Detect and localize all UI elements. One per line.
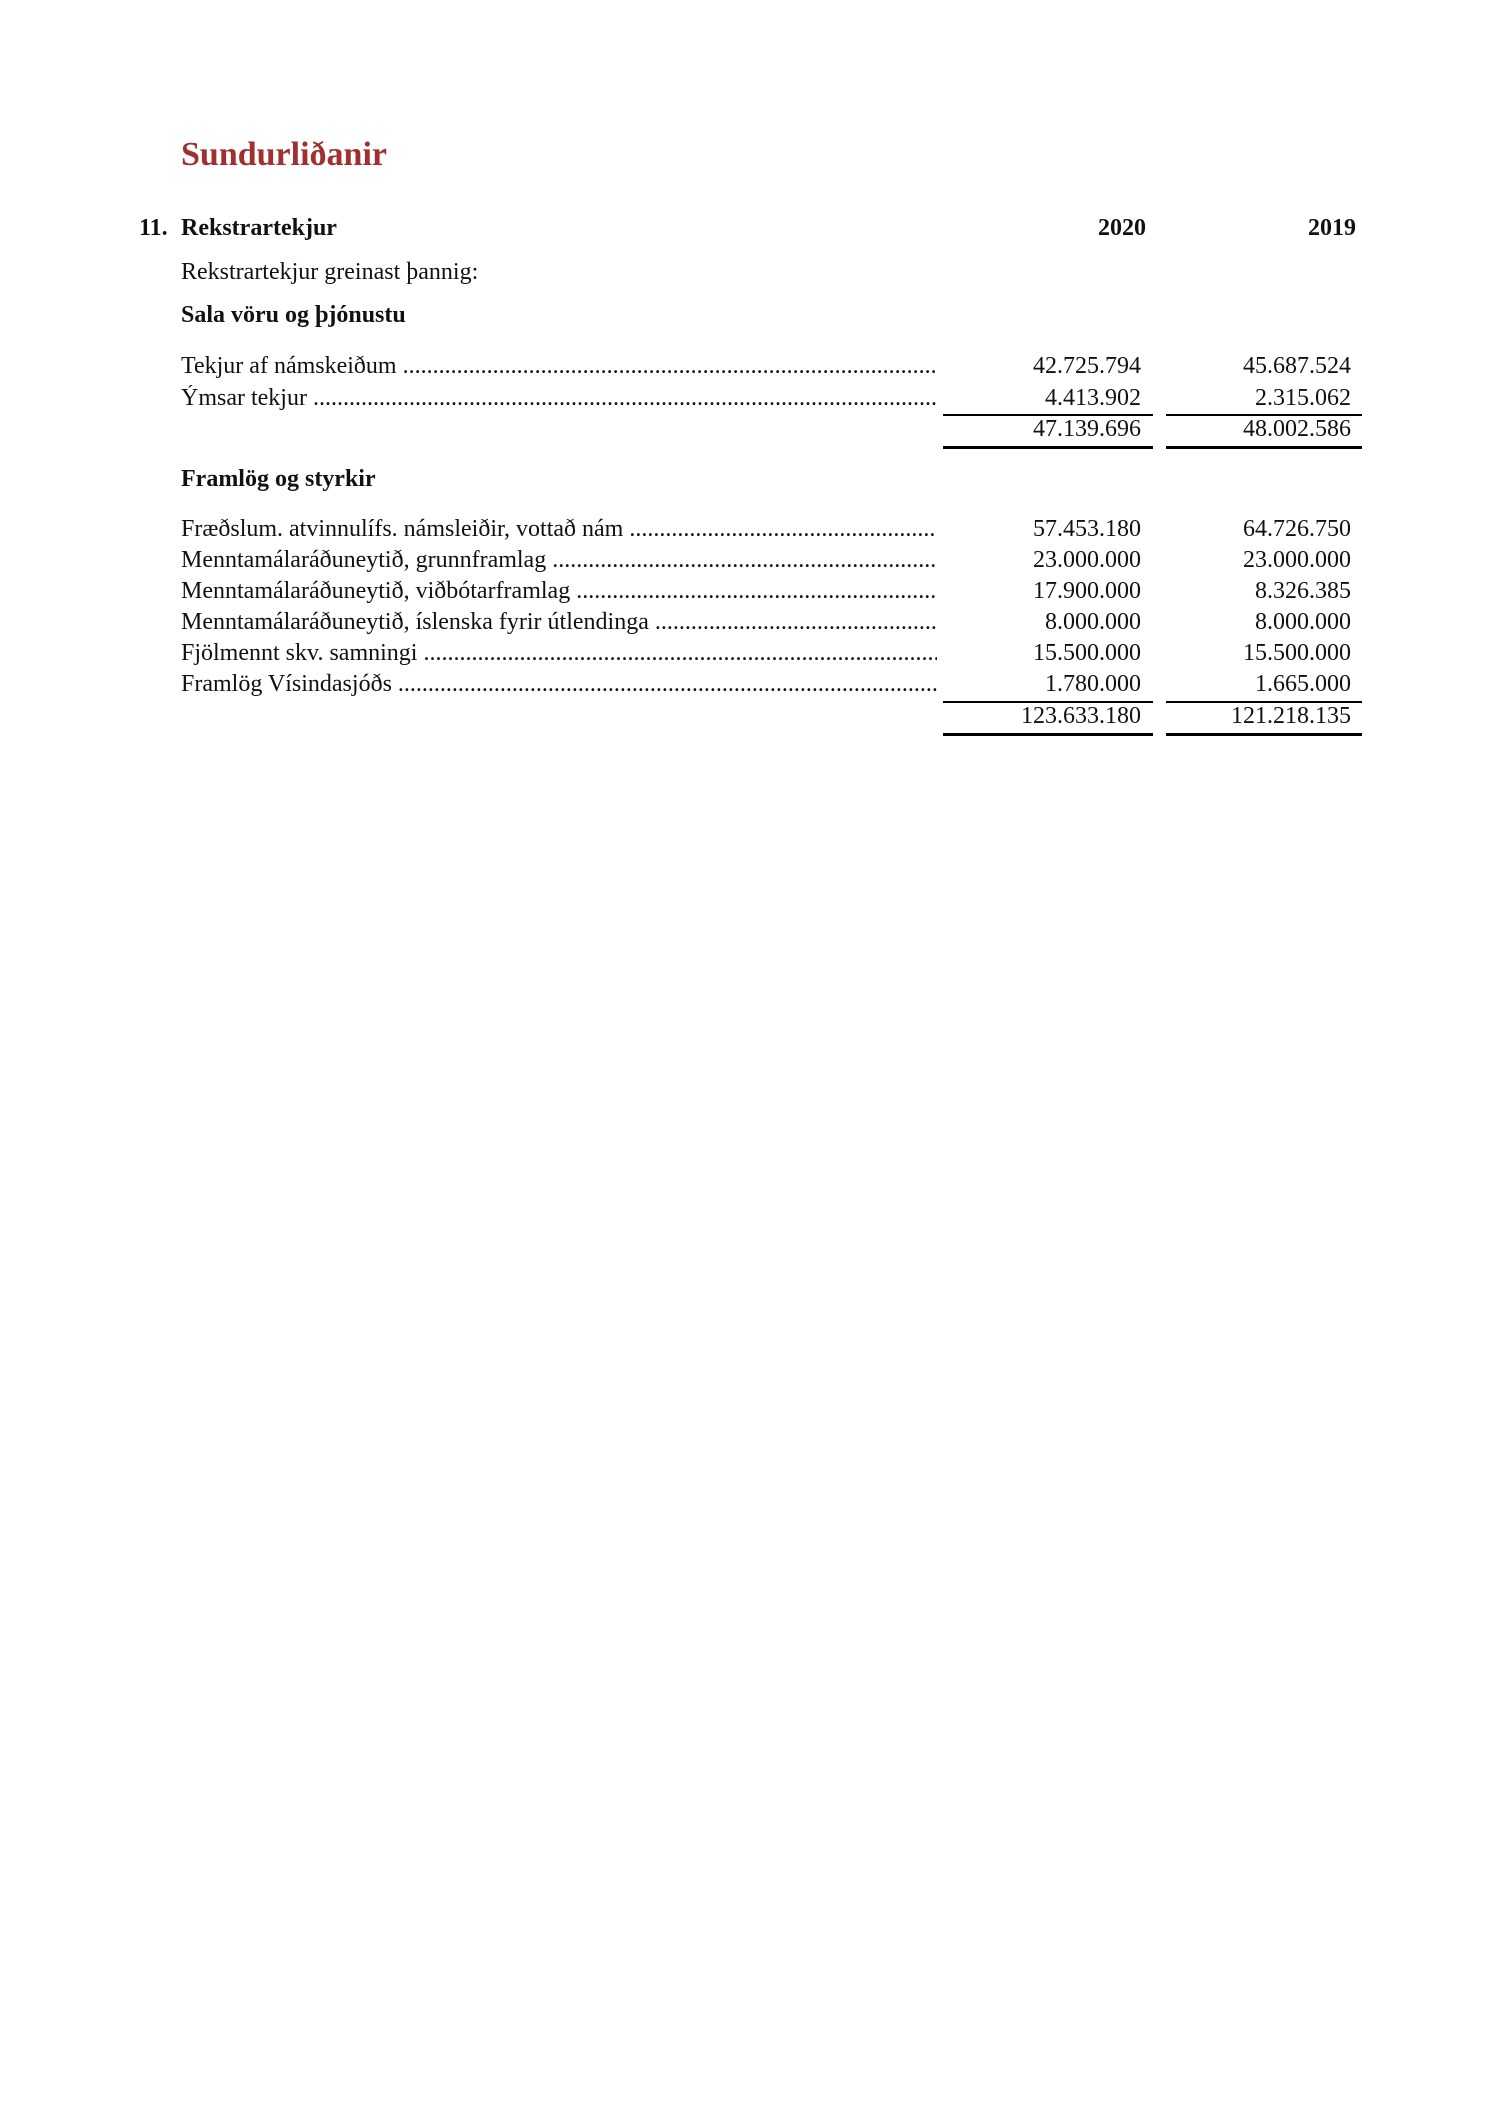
row-label: Menntamálaráðuneytið, viðbótarframlag .....	[181, 578, 937, 605]
row-value-2019: 64.726.750	[1243, 516, 1351, 542]
row-value-2019: 2.315.062	[1255, 385, 1351, 411]
note-title: Rekstrartekjur	[181, 215, 337, 241]
table-row	[181, 640, 1361, 671]
row-value-2019: 45.687.524	[1243, 353, 1351, 379]
row-value-2020: 23.000.000	[1033, 547, 1141, 573]
row-value-2019: 15.500.000	[1243, 640, 1351, 666]
note-number: 11.	[139, 215, 168, 241]
row-value-2019: 1.665.000	[1255, 671, 1351, 697]
section-heading-grants: Framlög og styrkir	[181, 466, 376, 492]
row-label: Fræðslum. atvinnulífs. námsleiðir, vottað nám .....	[181, 516, 937, 543]
row-value-2019: 8.000.000	[1255, 609, 1351, 635]
row-value-2020: 57.453.180	[1033, 516, 1141, 542]
total-rule-2020	[943, 733, 1153, 736]
row-value-2019: 23.000.000	[1243, 547, 1351, 573]
table-row	[181, 671, 1361, 702]
section-total-2020: 47.139.696	[1033, 416, 1141, 442]
section-total-2019: 121.218.135	[1231, 703, 1351, 729]
row-label: Ýmsar tekjur .....	[181, 385, 937, 412]
total-rule-2020	[943, 446, 1153, 449]
row-value-2020: 17.900.000	[1033, 578, 1141, 604]
row-label: Tekjur af námskeiðum .....	[181, 353, 937, 380]
section-heading-sales: Sala vöru og þjónustu	[181, 302, 406, 328]
row-value-2020: 8.000.000	[1045, 609, 1141, 635]
section-total-2019: 48.002.586	[1243, 416, 1351, 442]
row-label: Fjölmennt skv. samningi .....	[181, 640, 937, 667]
page-title: Sundurliðanir	[181, 136, 387, 173]
total-rule-2019	[1166, 446, 1362, 449]
table-row	[181, 353, 1361, 384]
table-row	[181, 385, 1361, 416]
section-total-2020: 123.633.180	[1021, 703, 1141, 729]
row-label: Menntamálaráðuneytið, grunnframlag .....	[181, 547, 937, 574]
total-rule-2019	[1166, 733, 1362, 736]
row-value-2020: 1.780.000	[1045, 671, 1141, 697]
table-row	[181, 609, 1361, 640]
row-label: Framlög Vísindasjóðs .....	[181, 671, 937, 698]
table-row	[181, 547, 1361, 578]
row-value-2020: 15.500.000	[1033, 640, 1141, 666]
row-value-2020: 42.725.794	[1033, 353, 1141, 379]
table-row	[181, 516, 1361, 547]
note-intro: Rekstrartekjur greinast þannig:	[181, 259, 479, 285]
row-label: Menntamálaráðuneytið, íslenska fyrir útlendinga .....	[181, 609, 937, 636]
row-value-2020: 4.413.902	[1045, 385, 1141, 411]
year-header-current: 2020	[1098, 215, 1146, 241]
year-header-previous: 2019	[1308, 215, 1356, 241]
row-value-2019: 8.326.385	[1255, 578, 1351, 604]
table-row	[181, 578, 1361, 609]
